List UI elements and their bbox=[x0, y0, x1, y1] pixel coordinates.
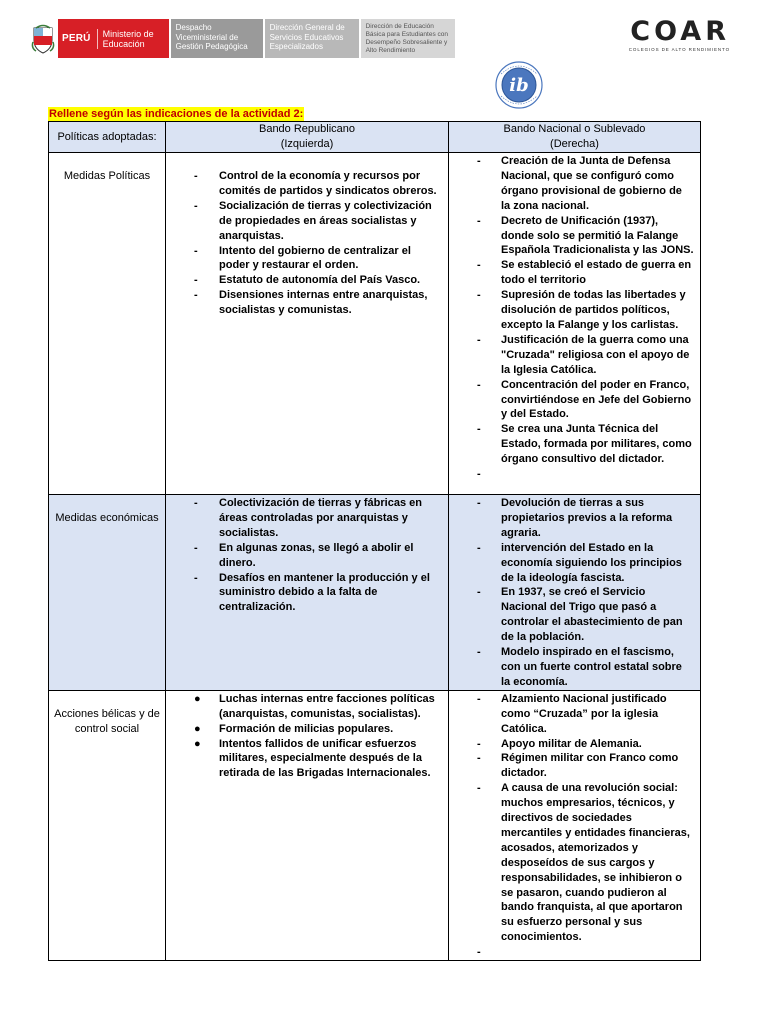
list-item: - Alzamiento Nacional justificado como “Cruzada” por la iglesia Católica. bbox=[477, 692, 667, 735]
list-item: ● Formación de milicias populares. bbox=[194, 722, 394, 735]
despacho-box: Despacho Viceministerial de Gestión Pedagógica bbox=[171, 19, 263, 58]
direccion-educacion-box: Dirección de Educación Básica para Estudiantes con Desempeño Sobresaliente y Alto Rendimiento bbox=[361, 19, 455, 58]
list-item: - Apoyo militar de Alemania. bbox=[477, 737, 642, 750]
republicano-cell bbox=[166, 690, 449, 960]
nacional-cell bbox=[449, 690, 701, 960]
republicano-list bbox=[166, 692, 442, 781]
list-item: - Control de la economía y recursos por comités de partidos y sindicatos obreros. bbox=[194, 170, 437, 197]
list-item: - Supresión de todas las libertades y disolución de partidos políticos, excepto la Falange y los carlistas. bbox=[477, 289, 686, 331]
list-item: ● Luchas internas entre facciones políticas (anarquistas, comunistas, socialistas). bbox=[194, 692, 435, 720]
republicano-cell bbox=[166, 495, 449, 691]
list-item: - Se estableció el estado de guerra en todo el territorio bbox=[477, 259, 692, 287]
coar-subtitle: COLEGIOS DE ALTO RENDIMIENTO bbox=[628, 47, 730, 52]
direccion-general-box: Dirección General de Servicios Educativos Especializados bbox=[265, 19, 359, 58]
nacional-list bbox=[449, 692, 694, 945]
nacional-cell bbox=[449, 153, 701, 495]
header-republicano: Bando Republicano (Izquierda) bbox=[166, 122, 449, 153]
nacional-list bbox=[449, 496, 694, 690]
republicano-list bbox=[166, 169, 442, 318]
list-item: - Decreto de Unificación (1937), donde solo se permitió la Falange Española Tradicionalista y las JONS. bbox=[477, 214, 694, 257]
activity-instruction: Rellene según las indicaciones de la actividad 2: bbox=[49, 108, 304, 120]
list-item: - Devolución de tierras a sus propietarios previos a la reforma agraria. bbox=[477, 497, 673, 539]
category-cell: Medidas económicas bbox=[49, 495, 166, 691]
list-item: - Estatuto de autonomía del País Vasco. bbox=[194, 274, 421, 287]
republicano-list bbox=[166, 496, 442, 615]
list-item: - Se crea una Junta Técnica del Estado, formada por militares, como órgano consultivo del dictador. bbox=[477, 423, 692, 466]
list-item: - Desafíos en mantener la producción y el suministro debido a la falta de centralización. bbox=[194, 571, 430, 614]
list-item: - Modelo inspirado en el fascismo, con un fuerte control estatal sobre la economía. bbox=[477, 646, 682, 688]
table-header-row bbox=[49, 122, 701, 153]
list-item: - Intento del gobierno de centralizar el poder y restaurar el orden. bbox=[194, 244, 411, 272]
table-row-acciones-belicas bbox=[49, 690, 701, 960]
list-item: - Colectivización de tierras y fábricas en áreas controladas por anarquistas y socialistas. bbox=[194, 497, 422, 539]
list-item: ● Intentos fallidos de unificar esfuerzos militares, especialmente después de la retirada de las Brigadas Internacionales. bbox=[194, 737, 431, 780]
minedu-logo-banner bbox=[28, 19, 455, 58]
document-header bbox=[0, 0, 768, 110]
empty-list-dash: - bbox=[477, 946, 481, 959]
category-cell: Acciones bélicas y de control social bbox=[49, 690, 166, 960]
header-politicas: Políticas adoptadas: bbox=[49, 122, 166, 153]
list-item: - Justificación de la guerra como una "Cruzada" religiosa con el apoyo de la Iglesia Católica. bbox=[477, 333, 690, 376]
nacional-cell bbox=[449, 495, 701, 691]
peru-label: PERÚ bbox=[62, 33, 91, 44]
list-item: - Disensiones internas entre anarquistas, socialistas y comunistas. bbox=[194, 289, 428, 317]
ministry-label: Ministerio de Educación bbox=[97, 29, 165, 49]
coar-logo-text: COAR bbox=[630, 16, 730, 47]
coar-logo bbox=[629, 18, 730, 52]
nacional-list bbox=[449, 154, 694, 467]
peru-shield-icon bbox=[28, 19, 58, 58]
category-cell: Medidas Políticas bbox=[49, 153, 166, 495]
list-item: - intervención del Estado en la economía siguiendo los principios de la ideología fascista. bbox=[477, 541, 682, 584]
list-item: - En algunas zonas, se llegó a abolir el dinero. bbox=[194, 541, 414, 569]
list-item: - A causa de una revolución social: muchos empresarios, técnicos, y directivos de sociedades mercantiles y entidades financieras, acosados, atemorizados y desposeídos de sus cargos y responsabilidades, se inhibieron o se pasaron, cuando pudieron al bando franquista, al que aportaron su esfuerzo personal y sus conocimientos. bbox=[477, 782, 690, 944]
header-nacional: Bando Nacional o Sublevado (Derecha) bbox=[449, 122, 701, 153]
list-item: - Régimen militar con Franco como dictador. bbox=[477, 752, 679, 780]
list-item: - Creación de la Junta de Defensa Nacional, que se configuró como órgano provisional de gobierno de la zona nacional. bbox=[477, 155, 682, 212]
ib-letters: ib bbox=[509, 75, 529, 96]
peru-ministry-box bbox=[58, 19, 169, 58]
list-item: - Socialización de tierras y colectivización de propiedades en áreas socialistas y anarquistas. bbox=[194, 199, 432, 242]
policies-table bbox=[48, 121, 701, 961]
table-row-medidas-economicas bbox=[49, 495, 701, 691]
empty-list-dash: - bbox=[477, 468, 481, 481]
ib-world-school-logo bbox=[487, 60, 551, 110]
list-item: - En 1937, se creó el Servicio Nacional del Trigo que pasó a controlar el abastecimiento de pan de la población. bbox=[477, 586, 683, 644]
republicano-cell bbox=[166, 153, 449, 495]
table-row-medidas-politicas bbox=[49, 153, 701, 495]
list-item: - Concentración del poder en Franco, convirtiéndose en Jefe del Gobierno y del Estado. bbox=[477, 378, 692, 421]
